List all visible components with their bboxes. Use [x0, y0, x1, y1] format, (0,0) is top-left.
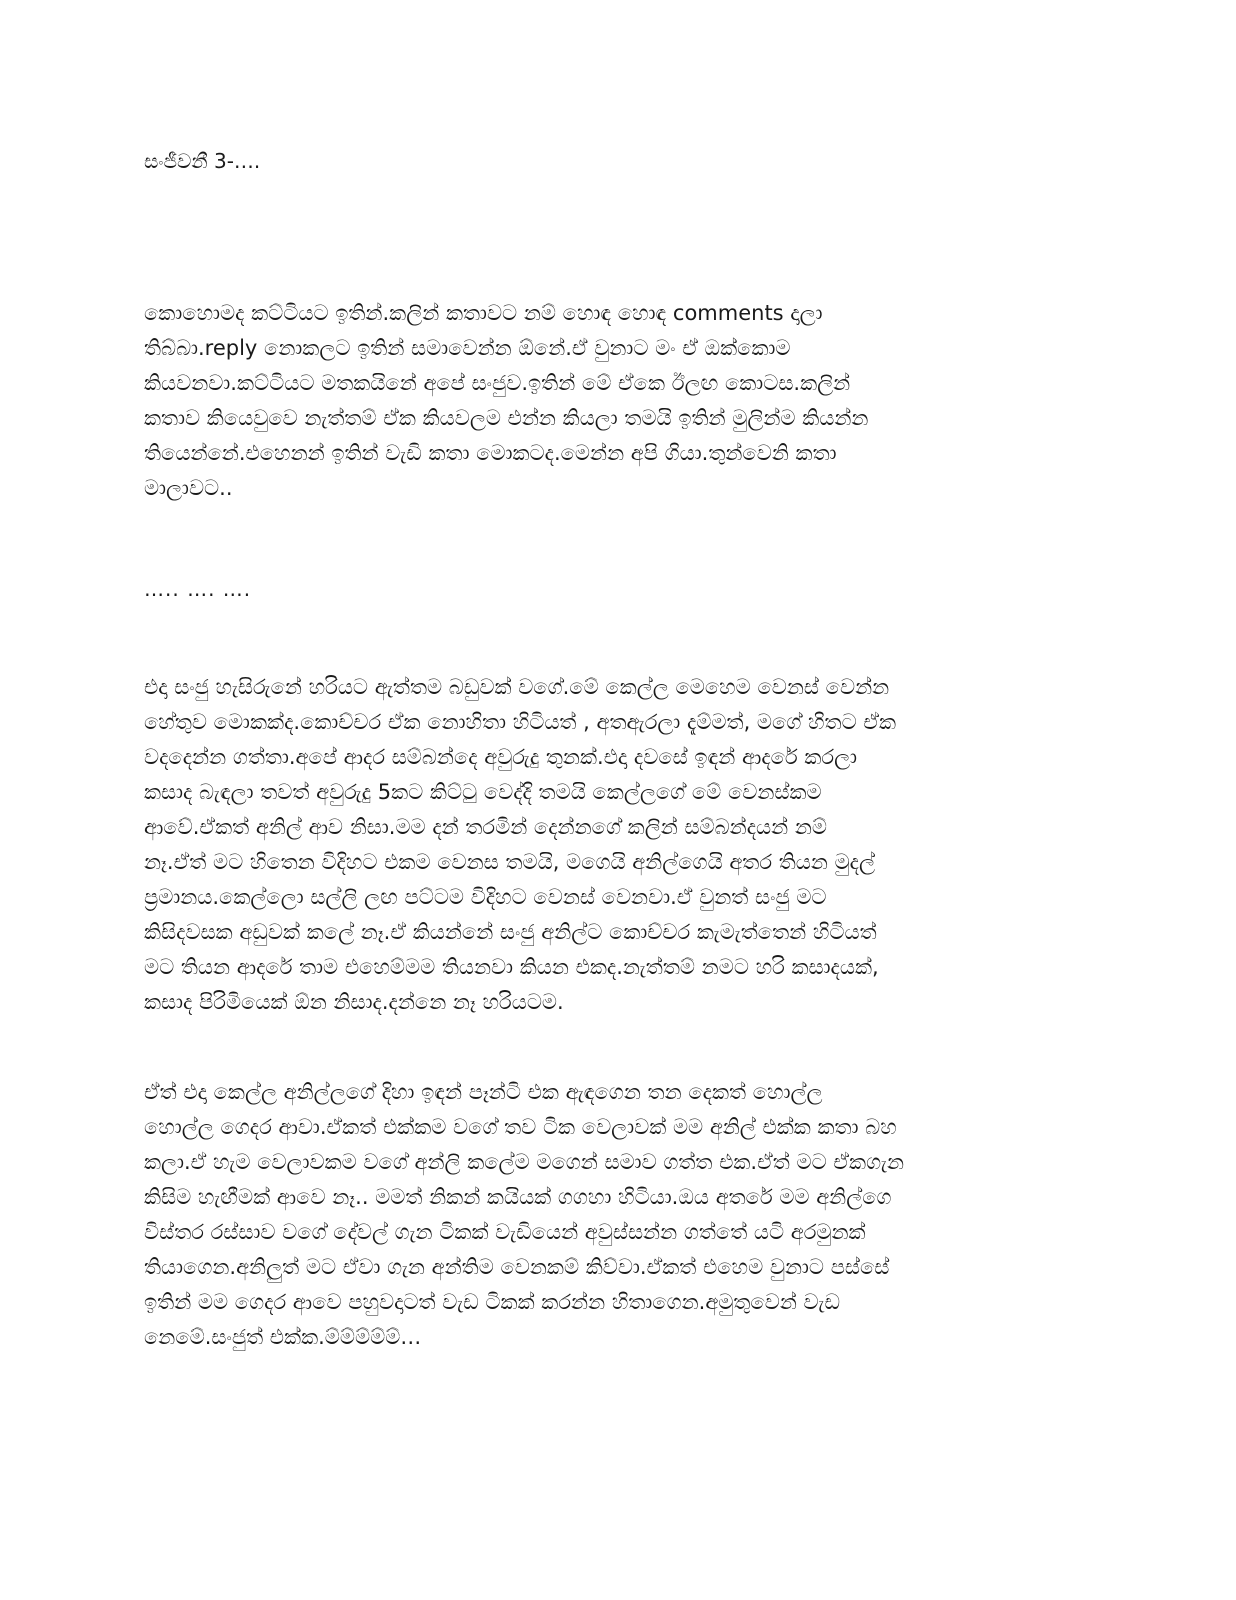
paragraph-line: නෑ.ඒත් මට හිතෙන විදිහට එකම වෙනස තමයි, මගෙයි අනිල්ගෙයි අතර තියන මුදල්	[144, 850, 876, 874]
paragraph-line: කිසිදවසක අඩුවක් කලේ නෑ.ඒ කියන්නේ සංජු අනිල්ට කොච්චර කැමැත්තෙන් හිටියත්	[144, 920, 877, 944]
paragraph-line: ආවේ.ඒකත් අනිල් ආව නිසා.මම දන් තරමින් දෙන්නගේ කලින් සම්බන්දයන් නම්	[144, 815, 828, 839]
paragraph-line: වදදෙන්න ගත්තා.අපේ ආදර සම්බන්දෙ අවුරුදු තුනක්.එදා දවසේ ඉඳන් ආදරේ කරලා	[144, 745, 858, 769]
paragraph-story-2	[144, 1075, 1064, 1355]
paragraph-line: තිබ්බා.reply නොකලට ඉතින් සමාවෙන්න ඕනේ.ඒ වුනාට මං ඒ ඔක්කොම	[144, 336, 791, 360]
paragraph-line: කොහොමද කට්ටියට ඉතින්.කලින් කතාවට නම් හොඳ හොඳ comments දාලා	[144, 301, 823, 325]
paragraph-line: කිසිම හැඟීමක් ආවෙ නෑ.. මමත් නිකන් කයියක් ගගහා හිටියා.ඔය අතරේ මම අනිල්ගෙ	[144, 1185, 892, 1209]
paragraph-intro	[144, 296, 1064, 506]
paragraph-line: නෙමේ.සංජුත් එක්ක.ම්ම්ම්ම්ම්…	[144, 1325, 422, 1349]
paragraph-line: එදා සංජු හැසිරුනේ හරියට ඇත්තම බඩුවක් වගේ.මේ කෙල්ල මෙහෙම වෙනස් වෙන්න	[144, 675, 890, 699]
paragraph-line: ප්‍රමානය.කෙල්ලො සල්ලි ලඟ පට්ටම විදිහට වෙනස් වෙනවා.ඒ වුනත් සංජු මට	[144, 885, 827, 909]
paragraph-story-1	[144, 670, 1064, 1020]
paragraph-line: තියාගෙන.අනිලුත් මට ඒවා ගැන අන්තිම වෙනකම් කිව්වා.ඒකත් එහෙම වුනාට පස්සේ	[144, 1255, 890, 1279]
paragraph-line: ඉතින් මම ගෙදර ආවෙ පහුවදාටත් වැඩ ටිකක් කරන්න හිතාගෙන.අමුතුවෙන් වැඩ	[144, 1290, 841, 1314]
paragraph-line: තියෙන්නේ.එහෙනන් ඉතින් වැඩි කතා මොකටද.මෙන්න අපි ගියා.තුන්වෙනි කතා	[144, 441, 837, 465]
paragraph-line: හොල්ල ගෙදර ආවා.ඒකත් එක්කම වගේ තව ටික වෙලාවක් මම අනිල් එක්ක කතා බහ	[144, 1115, 897, 1139]
paragraph-line: ඒත් එදා කෙල්ල අනිල්ලගේ දිහා ඉඳන් පෑන්ටි එක ඇඳගෙන තන දෙකත් හොල්ල	[144, 1080, 823, 1104]
paragraph-line: හේතුව මොකක්ද.කොච්චර ඒක නොහිතා හිටියත් , අතඇරලා දැම්මත්, මගේ හිතට ඒක	[144, 710, 897, 734]
section-separator: ….. …. ….	[144, 577, 252, 601]
paragraph-line: මාලාවට..	[144, 476, 233, 500]
paragraph-line: කලා.ඒ හැම වෙලාවකම වගේ අන්ලි කලේම මගෙන් සමාව ගත්ත එක.ඒත් මට ඒකගැන	[144, 1150, 905, 1174]
document-title: සංජීවනී 3-….	[144, 149, 261, 173]
paragraph-line: මට තියන ආදරේ තාම එහෙම්මම තියනවා කියන එකද.නැත්තම් නමට හරි කසාදයක්,	[144, 955, 879, 979]
paragraph-line: කසාද පිරිමියෙක් ඕන නිසාද.දන්නෙ නෑ හරියටම.	[144, 990, 564, 1014]
paragraph-line: කසාද බැඳලා තවත් අවුරුදු 5කට කිට්ටු වෙද්දි තමයි කෙල්ලගේ මේ වෙනස්කම	[144, 780, 822, 804]
paragraph-line: කතාව කියෙවුවෙ නැත්තම් ඒක කියවලම එන්න කියලා තමයි ඉතින් මුලින්ම කියන්න	[144, 406, 869, 430]
paragraph-line: විස්තර රස්සාව වගේ දේවල් ගැන ටිකක් වැඩියෙන් අවුස්සන්න ගත්තේ යටි අරමුනක්	[144, 1220, 866, 1244]
paragraph-line: කියවනවා.කට්ටියට මතකයිනේ අපේ සංජුව.ඉතින් මේ ඒකෙ ඊලඟ කොටස.කලින්	[144, 371, 851, 395]
